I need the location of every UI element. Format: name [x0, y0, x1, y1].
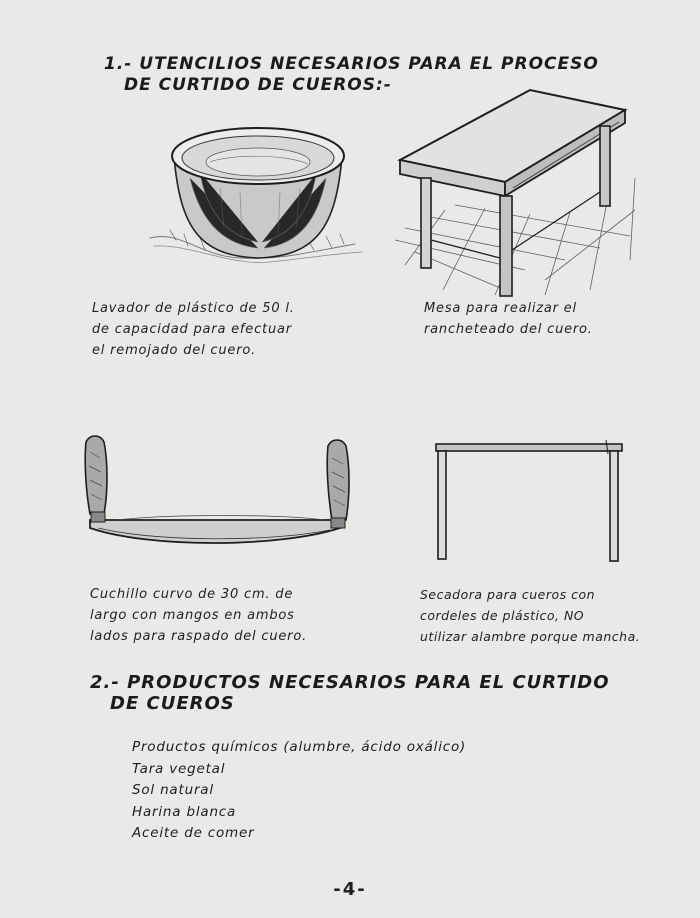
section-2-heading-line-2: DE CUEROS: [110, 693, 235, 714]
drying-frame-caption-line: cordeles de plástico, NO: [420, 608, 585, 623]
knife-caption-line: Cuchillo curvo de 30 cm. de: [90, 587, 294, 602]
section-2-heading-line-1: 2.- PRODUCTOS NECESARIOS PARA EL CURTIDO: [90, 672, 610, 693]
drying-frame-caption-line: Secadora para cueros con: [420, 587, 596, 602]
plastic-basin-illustration: [140, 118, 370, 278]
knife-caption: [90, 584, 307, 647]
basin-caption: [92, 298, 295, 361]
list-item: Aceite de comer: [132, 825, 255, 841]
list-item: Sol natural: [132, 782, 214, 798]
table-caption-line: Mesa para realizar el: [424, 301, 577, 316]
products-list: [132, 737, 466, 845]
table-caption-line: rancheteado del cuero.: [424, 322, 593, 337]
drying-frame-caption: [420, 584, 640, 647]
drying-frame-illustration: [430, 440, 630, 565]
section-2-heading: [90, 672, 610, 714]
work-table-illustration: [395, 90, 650, 300]
section-1-heading-line-1: 1.- UTENCILIOS NECESARIOS PARA EL PROCESO: [104, 54, 599, 74]
knife-caption-line: lados para raspado del cuero.: [90, 629, 307, 644]
page-number: -4-: [333, 879, 367, 900]
list-item: Harina blanca: [132, 803, 237, 820]
list-item: Tara vegetal: [132, 760, 226, 777]
curved-knife-illustration: [78, 432, 363, 557]
knife-caption-line: largo con mangos en ambos: [90, 608, 295, 623]
section-1-heading-line-2: DE CURTIDO DE CUEROS:-: [124, 75, 392, 95]
list-item: Productos químicos (alumbre, ácido oxálico): [132, 739, 467, 755]
table-caption: [424, 298, 593, 340]
drying-frame-caption-line: utilizar alambre porque mancha.: [420, 629, 641, 644]
basin-caption-line: de capacidad para efectuar: [92, 322, 292, 337]
basin-caption-line: Lavador de plástico de 50 l.: [92, 301, 295, 316]
basin-caption-line: el remojado del cuero.: [92, 343, 257, 358]
